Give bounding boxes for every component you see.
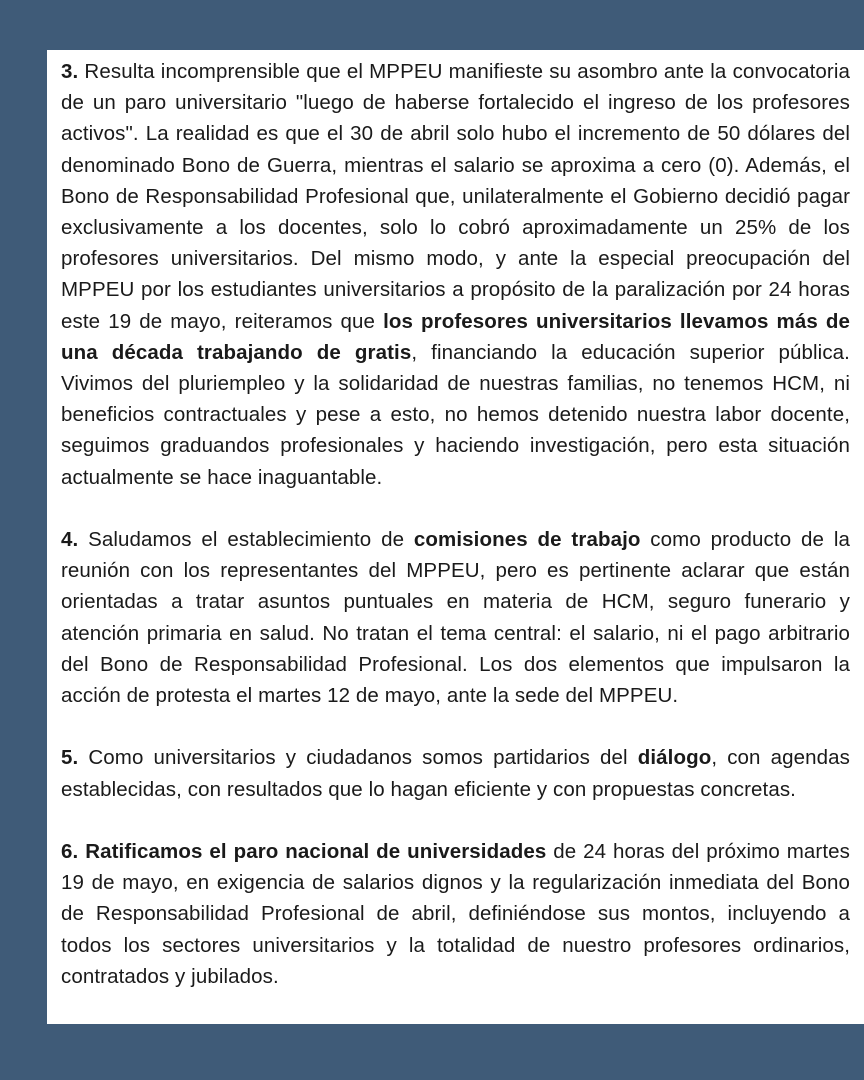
paragraph-text: Como universitarios y ciudadanos somos partidarios del <box>78 746 638 770</box>
paragraph-4 <box>61 524 850 711</box>
paragraph-text: Saludamos el establecimiento de <box>78 528 414 552</box>
paragraph-emphasis: diálogo <box>637 746 712 770</box>
paragraph-number: 6. <box>61 840 79 864</box>
paragraph-emphasis: los profesores universitarios llevamos más de una década trabajando de gratis <box>61 309 850 364</box>
paragraph-number: 3. <box>61 60 79 83</box>
paragraph-text: , financiando la educación superior pública. Vivimos del pluriempleo y la solidaridad de nuestras familias, no tenemos HCM, ni beneficios contractuales y pese a esto, no hemos detenido nuestra labor docente, seguimos graduandos profesionales y haciendo investigación, pero esta situación actualmente se hace inaguantable. <box>61 340 850 489</box>
paragraph-emphasis: Ratificamos el paro nacional de universidades <box>78 840 547 864</box>
paragraph-emphasis: comisiones de trabajo <box>413 528 641 552</box>
paragraph-5 <box>61 742 850 804</box>
document-page <box>47 50 864 1024</box>
paragraph-number: 5. <box>61 746 79 770</box>
document-body <box>61 56 850 1023</box>
paragraph-6 <box>61 836 850 992</box>
paragraph-3 <box>61 56 850 493</box>
paragraph-text: como producto de la reunión con los representantes del MPPEU, pero es pertinente aclarar que están orientadas a tratar asuntos puntuales en materia de HCM, seguro funerario y atención primaria en salud. No tratan el tema central: el salario, ni el pago arbitrario del Bono de Responsabilidad Profesional. Los dos elementos que impulsaron la acción de protesta el martes 12 de mayo, ante la sede del MPPEU. <box>61 528 850 708</box>
paragraph-number: 4. <box>61 528 79 552</box>
paragraph-text: , con agendas establecidas, con resultados que lo hagan eficiente y con propuestas concretas. <box>61 746 850 801</box>
paragraph-text: de 24 horas del próximo martes 19 de mayo, en exigencia de salarios dignos y la regularización inmediata del Bono de Responsabilidad Profesional de abril, definiéndose sus montos, incluyendo a todos los sectores universitarios y la totalidad de nuestro profesores ordinarios, contratados y jubilados. <box>61 840 850 988</box>
paragraph-text: Resulta incomprensible que el MPPEU manifieste su asombro ante la convocatoria de un paro universitario "luego de haberse fortalecido el ingreso de los profesores activos". La realidad es que el 30 de abril solo hubo el incremento de 50 dólares del denominado Bono de Guerra, mientras el salario se aproxima a cero (0). Además, el Bono de Responsabilidad Profesional que, unilateralmente el Gobierno decidió pagar exclusivamente a los docentes, solo lo cobró aproximadamente un 25% de los profesores universitarios. Del mismo modo, y ante la especial preocupación del MPPEU por los estudiantes universitarios a propósito de la paralización por 24 horas este 19 de mayo, reiteramos que <box>61 60 850 333</box>
